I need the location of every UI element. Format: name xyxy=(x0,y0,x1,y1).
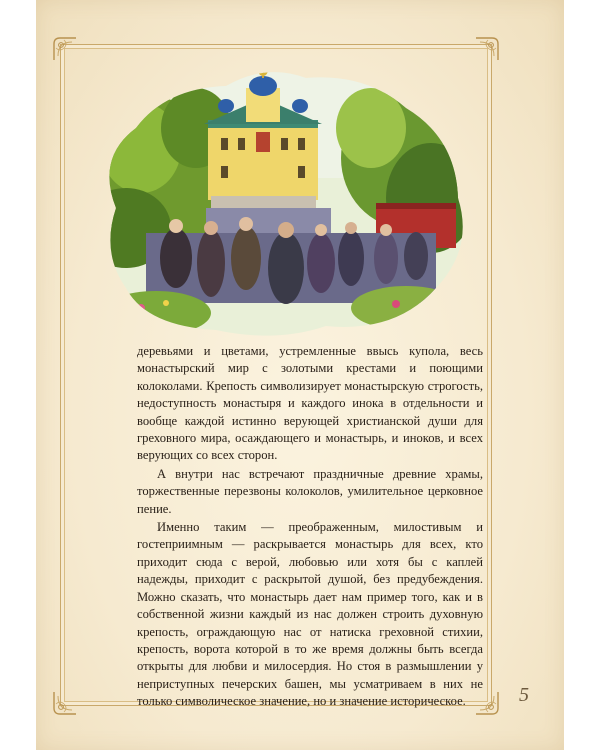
page-number: 5 xyxy=(519,684,529,706)
monastery-watercolor-illustration xyxy=(86,58,476,340)
paragraph-2: А внутри нас встречают праздничные древние храмы, торжественные перезвоны колоколов, умилительное церковное пение. xyxy=(137,466,483,516)
corner-ornament-top-left xyxy=(52,36,78,62)
body-text xyxy=(137,343,483,711)
paragraph-1: деревьями и цветами, устремленные ввысь купола, весь монастырский мир с золотыми крестами и поющими колоколами. Крепость символизирует монастырскую строгость, недоступность монастыря и каждого инока в отдельности и вообще каждой истинно верующей христианской души для греховного мира, осаждающего и монастырь, и иноков, и всех верующих со всех сторон. xyxy=(137,344,483,463)
corner-ornament-top-right xyxy=(474,36,500,62)
corner-ornament-bottom-left xyxy=(52,690,78,716)
paragraph-3: Именно таким — преображенным, милостивым и гостеприимным — раскрывается монастырь для всех, кто приходит сюда с верой, любовью или хотя бы с каплей надежды, приходит с раскрытой душой, без предубеждения. Можно сказать, что монастырь дает нам пример того, как и в собственной жизни каждый из нас должен строить духовную крепость, ограждающую нас от натиска греховной стихии, крепость, ворота которой в то же время должны быть всегда открыты для любви и милосердия. Но стоя в размышлении у неприступных печерских башен, мы усматриваем в них не только символическое значение, но и значение историческое. xyxy=(137,520,483,709)
